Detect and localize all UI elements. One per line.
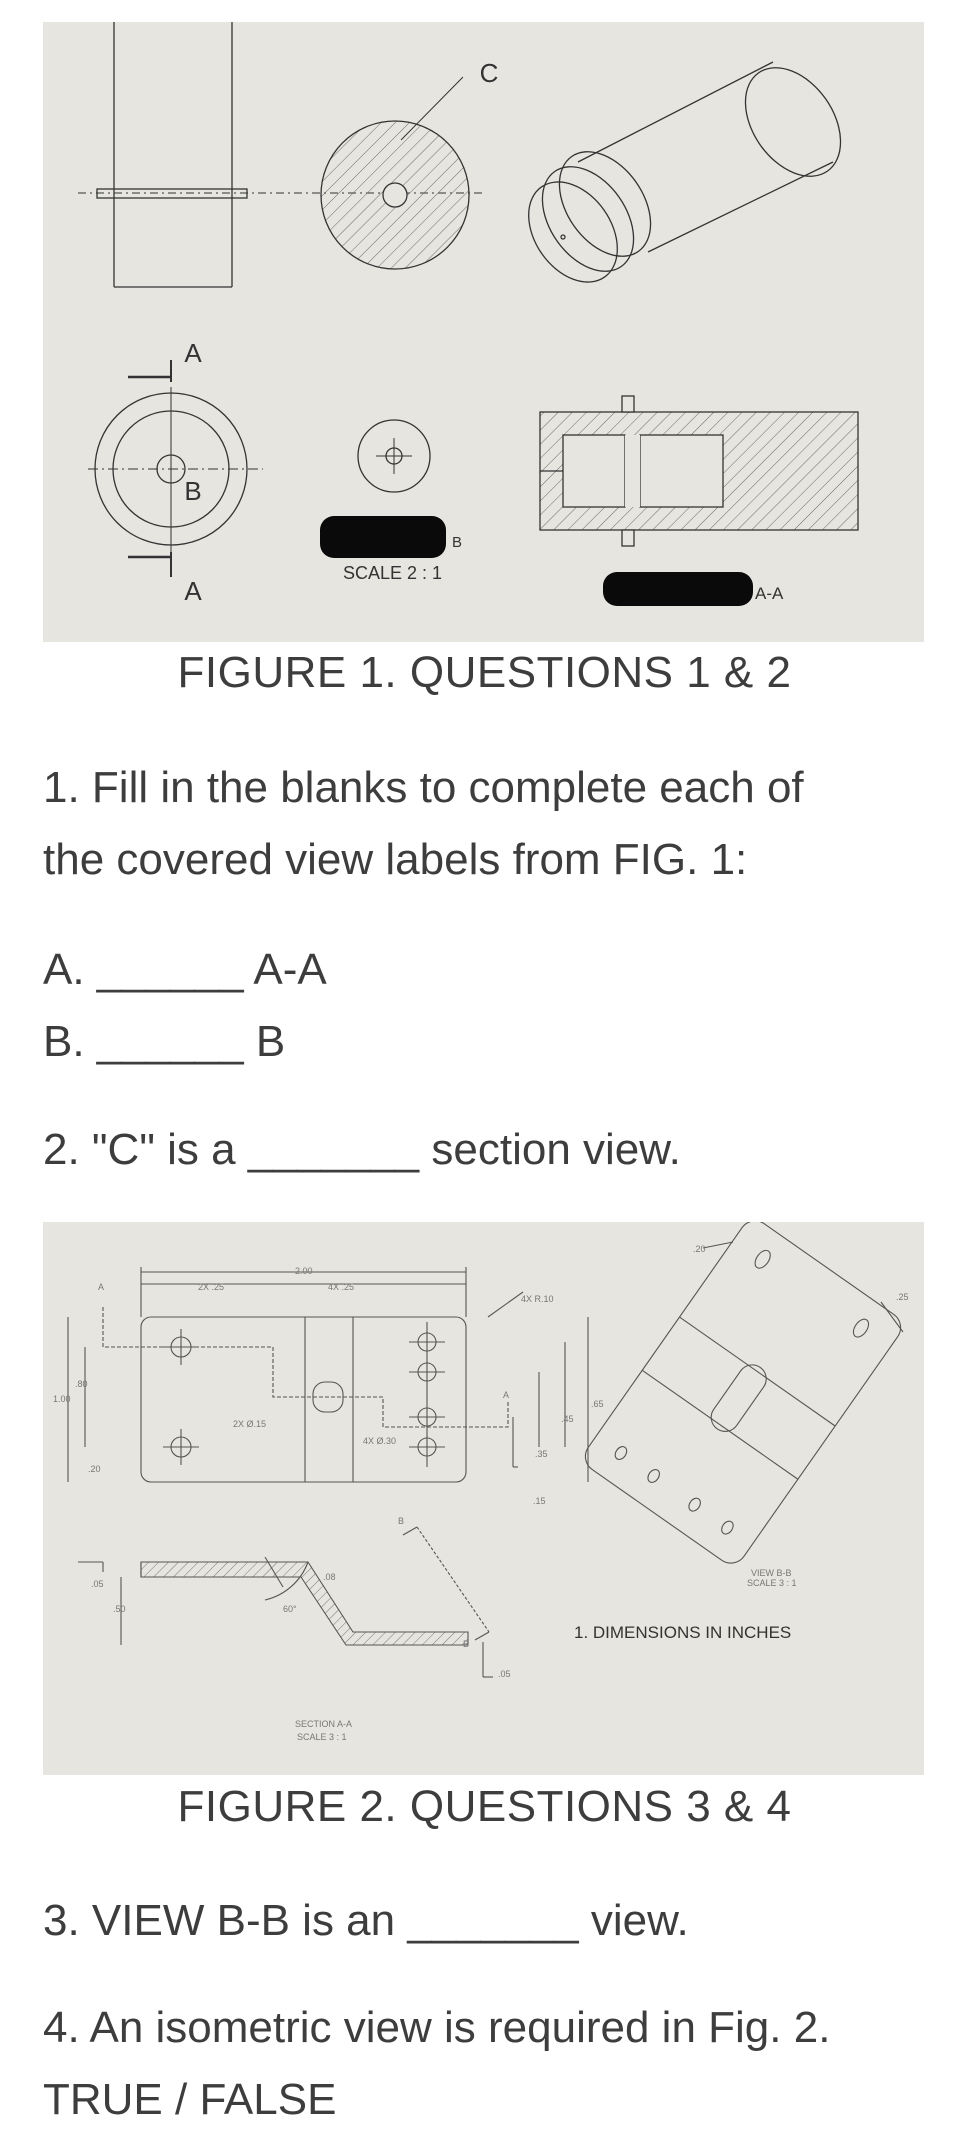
section-scale: SCALE 3 : 1 xyxy=(297,1732,347,1742)
dim-25: .25 xyxy=(896,1292,909,1302)
label-b-top: B xyxy=(398,1516,405,1526)
dim-50: .50 xyxy=(113,1604,126,1614)
figure-2-caption: FIGURE 2. QUESTIONS 3 & 4 xyxy=(177,1782,792,1831)
dim-20b: .20 xyxy=(693,1244,706,1254)
label-b-bottom: B xyxy=(463,1639,470,1649)
figure-2-drawing xyxy=(43,1222,924,1775)
figure-2-svg xyxy=(43,1222,924,1775)
label-a-top: A xyxy=(184,338,202,368)
dim-4xr10: 4X R.10 xyxy=(521,1294,554,1304)
dim-65: .65 xyxy=(591,1399,604,1409)
question-4-line-2: TRUE / FALSE xyxy=(43,2075,337,2124)
view-scale: SCALE 3 : 1 xyxy=(747,1578,797,1588)
question-1-line-2: the covered view labels from FIG. 1: xyxy=(43,835,748,884)
question-1-line-1: 1. Fill in the blanks to complete each of xyxy=(43,763,804,812)
dim-20: .20 xyxy=(88,1464,101,1474)
view-b-b-plate xyxy=(579,1222,907,1569)
label-c: C xyxy=(479,58,499,88)
dim-45: .45 xyxy=(561,1414,574,1424)
cylinder-back xyxy=(726,50,860,194)
question-2: 2. "C" is a _______ section view. xyxy=(43,1125,681,1174)
redacted-label-a-a xyxy=(603,572,753,606)
figure-1-caption: FIGURE 1. QUESTIONS 1 & 2 xyxy=(177,648,792,697)
label-a-left: A xyxy=(98,1282,105,1292)
cylinder-front xyxy=(510,165,635,299)
dim-05: .05 xyxy=(91,1579,104,1589)
figure-1-svg xyxy=(43,22,924,642)
scale-label: SCALE 2 : 1 xyxy=(343,563,443,583)
label-b-circle: B xyxy=(184,476,202,506)
figure-1-drawing xyxy=(43,22,924,642)
dim-60: 60° xyxy=(283,1604,297,1614)
label-a-right: A xyxy=(503,1390,510,1400)
dimensions-note: 1. DIMENSIONS IN INCHES xyxy=(574,1623,792,1642)
view-name: VIEW B-B xyxy=(751,1568,792,1578)
dim-05b: .05 xyxy=(498,1669,511,1679)
dim-4x030: 4X Ø.30 xyxy=(363,1436,397,1446)
dim-15: .15 xyxy=(533,1496,546,1506)
dim-2x015: 2X Ø.15 xyxy=(233,1419,267,1429)
dim-80: .80 xyxy=(75,1379,88,1389)
label-a-bottom: A xyxy=(184,576,202,606)
dim-100: 1.00 xyxy=(53,1394,71,1404)
question-4-line-1: 4. An isometric view is required in Fig. 2. xyxy=(43,2003,831,2052)
dim-200: 2.00 xyxy=(295,1266,313,1276)
section-label-a-a: A-A xyxy=(755,584,784,603)
dim-2x25: 2X .25 xyxy=(198,1282,225,1292)
question-3: 3. VIEW B-B is an _______ view. xyxy=(43,1896,689,1945)
answer-b: B. ______ B xyxy=(43,1017,286,1066)
question-4 xyxy=(43,1992,830,2136)
question-1 xyxy=(43,752,804,896)
label-b-detail: B xyxy=(452,534,463,551)
dim-08: .08 xyxy=(323,1572,336,1582)
redacted-label-b xyxy=(320,516,446,558)
dim-35: .35 xyxy=(535,1449,548,1459)
section-name: SECTION A-A xyxy=(295,1719,353,1729)
answer-a: A. ______ A-A xyxy=(43,945,327,994)
dim-4x25: 4X .25 xyxy=(328,1282,355,1292)
